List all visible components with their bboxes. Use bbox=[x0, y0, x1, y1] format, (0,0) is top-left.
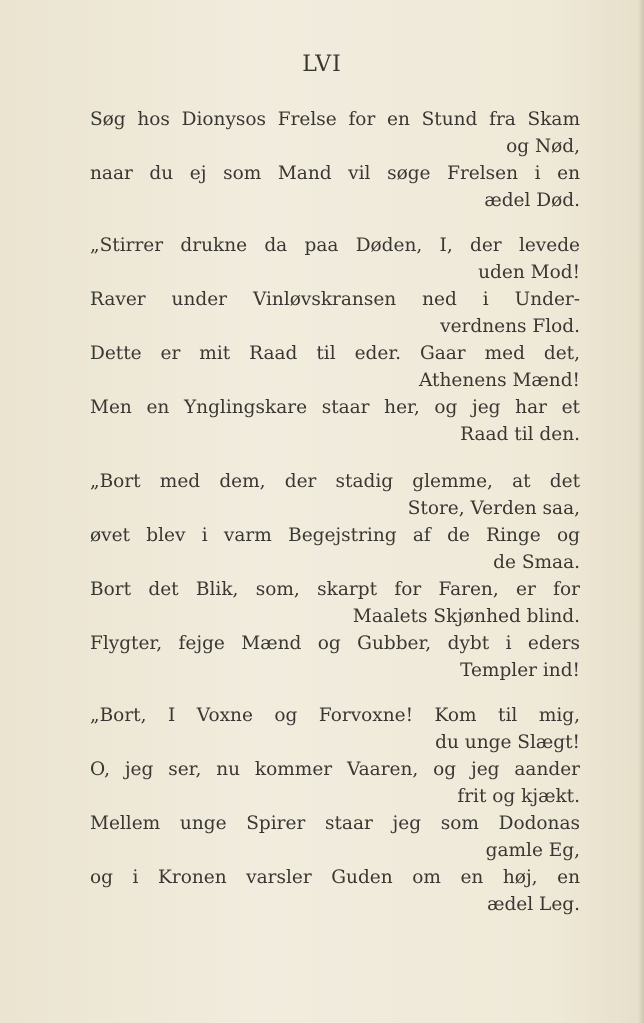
verse-line: Raad til den. bbox=[460, 424, 580, 445]
stanza-3 bbox=[90, 468, 580, 684]
stanza-1 bbox=[90, 106, 580, 214]
verse-line: øvet blev i varm Begejstring af de Ringe og bbox=[90, 525, 580, 546]
verse-line: frit og kjækt. bbox=[457, 786, 580, 807]
verse-line: Athenens Mænd! bbox=[418, 370, 580, 391]
verse-line: „Stirrer drukne da paa Døden, I, der levede bbox=[90, 235, 580, 256]
verse-line: O, jeg ser, nu kommer Vaaren, og jeg aander bbox=[90, 759, 580, 780]
verse-line: Flygter, fejge Mænd og Gubber, dybt i eders bbox=[90, 633, 580, 654]
poem-number-heading: LVI bbox=[302, 52, 342, 77]
verse-line: Søg hos Dionysos Frelse for en Stund fra Skam bbox=[90, 109, 580, 130]
verse-line: og Nød, bbox=[506, 136, 580, 157]
verse-line: „Bort med dem, der stadig glemme, at det bbox=[90, 471, 580, 492]
verse-line: verdnens Flod. bbox=[440, 316, 580, 337]
verse-line: Maalets Skjønhed blind. bbox=[352, 606, 580, 627]
verse-line: uden Mod! bbox=[478, 262, 580, 283]
verse-line: naar du ej som Mand vil søge Frelsen i en bbox=[90, 163, 580, 184]
verse-line: Men en Ynglingskare staar her, og jeg har et bbox=[90, 397, 580, 418]
stanza-4 bbox=[90, 702, 580, 918]
verse-line: ædel Død. bbox=[484, 190, 580, 211]
verse-line: de Smaa. bbox=[493, 552, 580, 573]
stanza-2 bbox=[90, 232, 580, 448]
verse-line: Dette er mit Raad til eder. Gaar med det, bbox=[90, 343, 580, 364]
verse-line: Bort det Blik, som, skarpt for Faren, er for bbox=[90, 579, 580, 600]
verse-line: Templer ind! bbox=[460, 660, 580, 681]
verse-line: Store, Verden saa, bbox=[407, 498, 580, 519]
verse-line: og i Kronen varsler Guden om en høj, en bbox=[90, 867, 580, 888]
page-edge-shadow bbox=[638, 0, 644, 1023]
verse-line: Raver under Vinløvskransen ned i Under- bbox=[90, 289, 580, 310]
verse-line: gamle Eg, bbox=[485, 840, 580, 861]
verse-line: „Bort, I Voxne og Forvoxne! Kom til mig, bbox=[90, 705, 580, 726]
verse-line: ædel Leg. bbox=[487, 894, 580, 915]
verse-line: Mellem unge Spirer staar jeg som Dodonas bbox=[90, 813, 580, 834]
verse-line: du unge Slægt! bbox=[435, 732, 580, 753]
